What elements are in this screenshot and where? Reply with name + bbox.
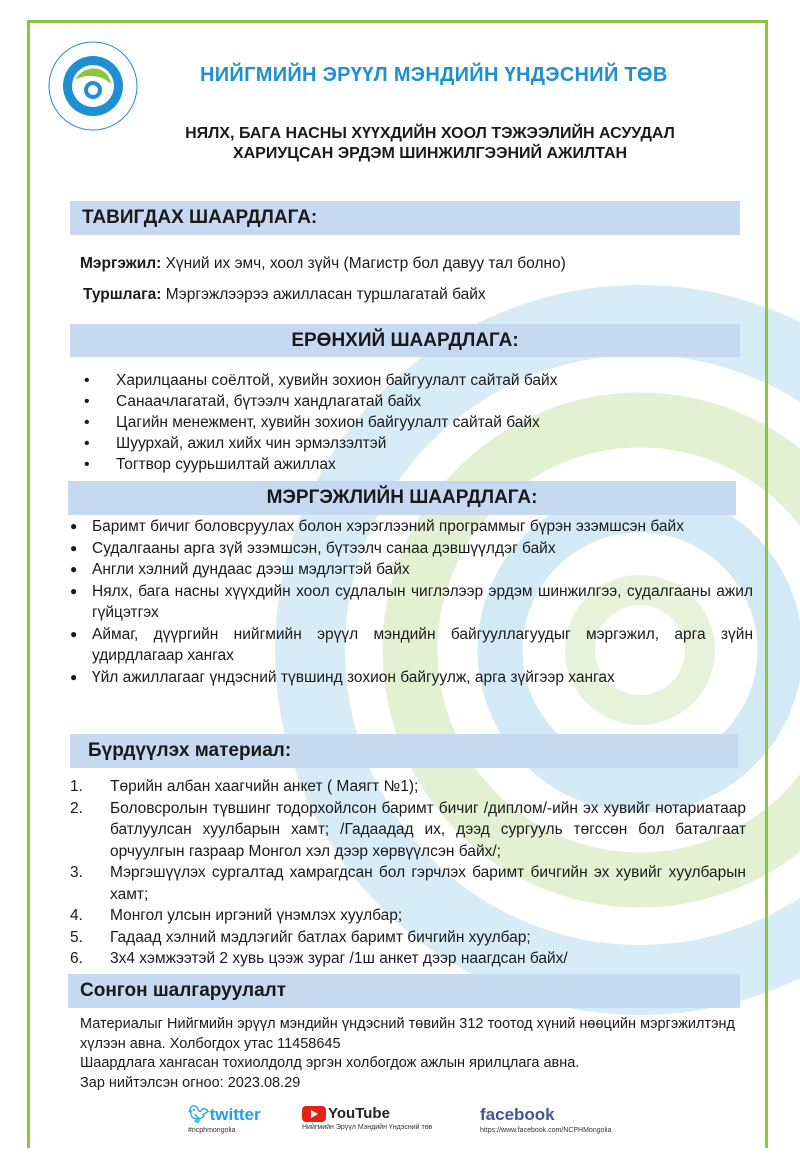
- list-item: ● Англи хэлний дундаас дээш мэдлэгтэй байх: [70, 559, 753, 581]
- general-heading: ЕРӨНХИЙ ШААРДЛАГА:: [70, 324, 740, 357]
- list-item: 4. Монгол улсын иргэний үнэмлэх хуулбар;: [70, 907, 403, 924]
- youtube-link[interactable]: YouTube Нийгмийн Эрүүл Мэндийн Үндэсний төв: [302, 1105, 433, 1132]
- requirements-heading: ТАВИГДАХ ШААРДЛАГА:: [70, 201, 740, 235]
- youtube-play-icon: [302, 1106, 326, 1122]
- list-item: ● Судалгааны арга зүй эзэмшсэн, бүтээлч санаа дэвшүүлдэг байх: [70, 538, 753, 560]
- general-list: [74, 370, 734, 475]
- profession-value: Хүний их эмч, хоол зүйч (Магистр бол давуу тал болно): [165, 255, 566, 272]
- job-title-line-2: ХАРИУЦСАН ЭРДЭМ ШИНЖИЛГЭЭНИЙ АЖИЛТАН: [232, 145, 628, 162]
- materials-list: [70, 776, 746, 970]
- materials-heading: Бүрдүүлэх материал:: [70, 734, 738, 768]
- list-item: • Цагийн менежмент, хувийн зохион байгуулалт сайтай байх: [74, 412, 734, 433]
- facebook-link[interactable]: [480, 1105, 612, 1134]
- organization-title: НИЙГМИЙН ЭРҮҮЛ МЭНДИЙН ҮНДЭСНИЙ ТӨВ: [200, 64, 668, 86]
- list-item: • Харилцааны соёлтой, хувийн зохион байгуулалт сайтай байх: [74, 370, 734, 391]
- professional-heading: МЭРГЭЖЛИЙН ШААРДЛАГА:: [68, 481, 736, 515]
- twitter-icon: 🐦︎twitter: [188, 1105, 261, 1124]
- facebook-url: https://www.facebook.com/NCPHMongolia: [480, 1127, 612, 1134]
- list-item: ● Нялх, бага насны хүүхдийн хоол судлалын чиглэлээр эрдэм шинжилгээ, судалгааны ажил гүйцэтгэх: [70, 581, 753, 624]
- experience-label: Туршлага:: [83, 286, 162, 303]
- list-item: 2. Боловсролын түвшинг тодорхойлсон баримт бичиг /диплом/-ийн эх хувийг нотариатаар батлуулсан хуулбарын хамт; /Гадаадад их, дээд сургууль төгссөн бол баталгаат орчуулгын газраар Монгол хэл дээр хөрвүүлсэн байх/;: [70, 799, 746, 860]
- selection-heading: Сонгон шалгаруулалт: [68, 974, 740, 1008]
- list-item: • Санаачлагатай, бүтээлч хандлагатай байх: [74, 391, 734, 412]
- job-title-line-1: НЯЛХ, БАГА НАСНЫ ХҮҮХДИЙН ХООЛ ТЭЖЭЭЛИЙН АСУУДАЛ: [185, 125, 675, 142]
- selection-paragraph-2: Шаардлага хангасан тохиолдолд эргэн холбогдож ажлын ярилцлага авна.: [80, 1055, 580, 1071]
- list-item: ● Аймаг, дүүргийн нийгмийн эрүүл мэндийн байгууллагуудыг мэргэжил, арга зүйн удирдлагаар хангах: [70, 624, 753, 667]
- twitter-link[interactable]: [188, 1105, 261, 1134]
- profession-label: Мэргэжил:: [80, 255, 162, 272]
- list-item: 3. Мэргэшүүлэх сургалтад хамрагдсан бол гэрчлэх баримт бичгийн эх хувийг хуулбарын хамт;: [70, 864, 746, 903]
- profession-line: [80, 253, 566, 274]
- youtube-channel: Нийгмийн Эрүүл Мэндийн Үндэсний төв: [302, 1124, 433, 1132]
- list-item: • Тогтвор суурьшилтай ажиллах: [74, 454, 734, 475]
- ncph-logo: [47, 40, 139, 132]
- list-item: 5. Гадаад хэлний мэдлэгийг батлах баримт бичгийн хуулбар;: [70, 928, 531, 946]
- experience-line: [83, 284, 486, 305]
- list-item: 6. 3х4 хэмжээтэй 2 хувь цээж зураг /1ш анкет дээр наагдсан байх/: [70, 950, 568, 967]
- experience-value: Мэргэжлээрээ ажилласан туршлагатай байх: [165, 286, 486, 303]
- list-item: • Шуурхай, ажил хийх чин эрмэлзэлтэй: [74, 433, 734, 454]
- facebook-icon: facebook: [480, 1105, 555, 1124]
- twitter-handle: #ncphmongolia: [188, 1127, 236, 1134]
- list-item: 1. Төрийн албан хаагчийн анкет ( Маягт №1);: [70, 778, 419, 795]
- list-item: ● Баримт бичиг боловсруулах болон хэрэглээний программыг бүрэн эзэмшсэн байх: [70, 516, 753, 538]
- selection-paragraph-1: Материалыг Нийгмийн эрүүл мэндийн үндэсний төвийн 312 тоотод хүний нөөцийн мэргэжилтэнд хүлээн авна. Холбогдох утас 11458645: [80, 1016, 735, 1052]
- list-item: ● Үйл ажиллагааг үндэсний түвшинд зохион байгуулж, арга зүйгээр хангах: [70, 667, 753, 689]
- professional-list: [70, 516, 753, 688]
- job-title: [120, 124, 740, 164]
- selection-paragraph-3: Зар нийтэлсэн огноо: 2023.08.29: [80, 1075, 301, 1091]
